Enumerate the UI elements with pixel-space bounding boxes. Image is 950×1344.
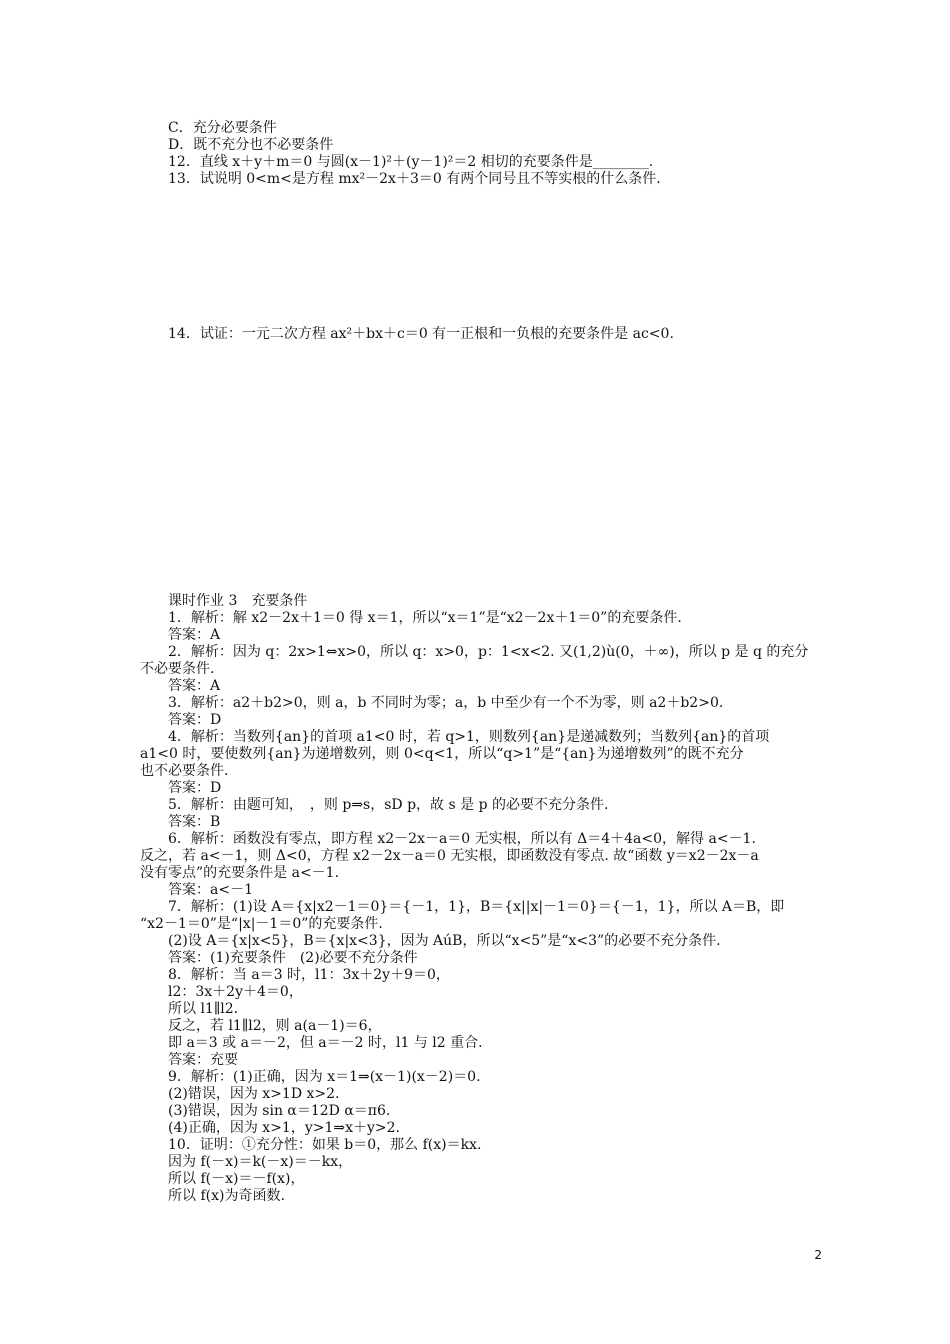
question-13: 13．试说明 0<m<是方程 mx²－2x＋3＝0 有两个同号且不等实根的什么条件. <box>168 171 661 187</box>
answer-line: 反之，若 l1∥l2，则 a(a－1)＝6， <box>168 1018 382 1034</box>
answer-line: 10．证明：①充分性：如果 b＝0，那么 f(x)＝kx. <box>168 1137 482 1153</box>
answer-line: 反之，若 a<－1，则 Δ<0，方程 x2－2x－a＝0 无实根，即函数没有零点. 故“函数 y＝x2－2x－a <box>140 848 759 864</box>
option-d: D．既不充分也不必要条件 <box>168 137 334 153</box>
answer-line: 答案：D <box>168 780 222 796</box>
answer-line: 答案：A <box>168 678 221 694</box>
answer-line: a1<0 时，要使数列{an}为递增数列，则 0<q<1，所以“q>1”是“{an}为递增数列”的既不充分 <box>140 746 744 762</box>
answer-line: 7．解析：(1)设 A＝{x|x2－1＝0}＝{－1，1}，B＝{x||x|－1＝0}＝{－1，1}，所以 A＝B，即 <box>168 899 785 915</box>
answer-line: 所以 l1∥l2. <box>168 1001 239 1017</box>
answer-line: 答案：(1)充要条件 (2)必要不充分条件 <box>168 950 418 966</box>
answer-line: (2)设 A＝{x|x<5}，B＝{x|x<3}，因为 AúB，所以“x<5”是“x<3”的必要不充分条件. <box>168 933 721 949</box>
document-page <box>140 120 830 1205</box>
answer-line: 没有零点”的充要条件是 a<－1. <box>140 865 340 881</box>
answer-line: 2．解析：因为 q：2x>1⇔x>0，所以 q：x>0，p：1<x<2. 又(1,2)ù(0，＋∞)，所以 p 是 q 的充分 <box>168 644 809 660</box>
answer-line: 所以 f(－x)＝－f(x)， <box>168 1171 305 1187</box>
answer-line: “x2－1＝0”是“|x|－1＝0”的充要条件. <box>140 916 383 932</box>
answer-line: (4)正确，因为 x>1，y>1⇒x＋y>2. <box>168 1120 400 1136</box>
answer-line: 所以 f(x)为奇函数. <box>168 1188 285 1204</box>
answer-line: (2)错误，因为 x>1D x>2. <box>168 1086 340 1102</box>
answer-line: 答案：D <box>168 712 222 728</box>
blank-space-14 <box>140 343 830 593</box>
answer-line: 答案：A <box>168 627 221 643</box>
answer-line: 答案：B <box>168 814 221 830</box>
question-14: 14．试证：一元二次方程 ax²＋bx＋c＝0 有一正根和一负根的充要条件是 ac<0. <box>168 326 674 342</box>
answer-line: 6．解析：函数没有零点，即方程 x2－2x－a＝0 无实根，所以有 Δ＝4＋4a<0，解得 a<－1. <box>168 831 756 847</box>
answer-line: 9．解析：(1)正确，因为 x＝1⇒(x－1)(x－2)＝0. <box>168 1069 481 1085</box>
answer-line: 5．解析：由题可知， ，则 p⇒s，sD p，故 s 是 p 的必要不充分条件. <box>168 797 609 813</box>
answer-line: 答案：a<－1 <box>168 882 253 898</box>
blank-space-13 <box>140 188 830 326</box>
answer-line: 8．解析：当 a＝3 时，l1：3x＋2y＋9＝0， <box>168 967 450 983</box>
answers-section <box>140 593 830 1205</box>
answers-heading: 课时作业 3 充要条件 <box>168 593 308 609</box>
option-c: C．充分必要条件 <box>168 120 277 136</box>
question-12: 12．直线 x＋y＋m＝0 与圆(x－1)²＋(y－1)²＝2 相切的充要条件是________. <box>168 154 654 170</box>
answer-lines <box>140 610 830 1205</box>
answer-line: 3．解析：a2＋b2>0，则 a，b 不同时为零；a，b 中至少有一个不为零，则 a2＋b2>0. <box>168 695 724 711</box>
answer-line: 1．解析：解 x2－2x＋1＝0 得 x＝1，所以“x＝1”是“x2－2x＋1＝0”的充要条件. <box>168 610 682 626</box>
answer-line: 因为 f(－x)＝k(－x)＝－kx， <box>168 1154 353 1170</box>
answer-line: 不必要条件. <box>140 661 215 677</box>
answer-line: 4．解析：当数列{an}的首项 a1<0 时，若 q>1，则数列{an}是递减数列；当数列{an}的首项 <box>168 729 770 745</box>
answer-line: 即 a＝3 或 a＝－2，但 a＝－2 时，l1 与 l2 重合. <box>168 1035 483 1051</box>
answer-line: l2：3x＋2y＋4＝0， <box>168 984 303 1000</box>
page-number: 2 <box>814 1248 822 1262</box>
answer-line: 也不必要条件. <box>140 763 229 779</box>
answer-line: (3)错误，因为 sin α＝12D α＝π6. <box>168 1103 391 1119</box>
answer-line: 答案：充要 <box>168 1052 238 1068</box>
question-block-top <box>140 120 830 188</box>
